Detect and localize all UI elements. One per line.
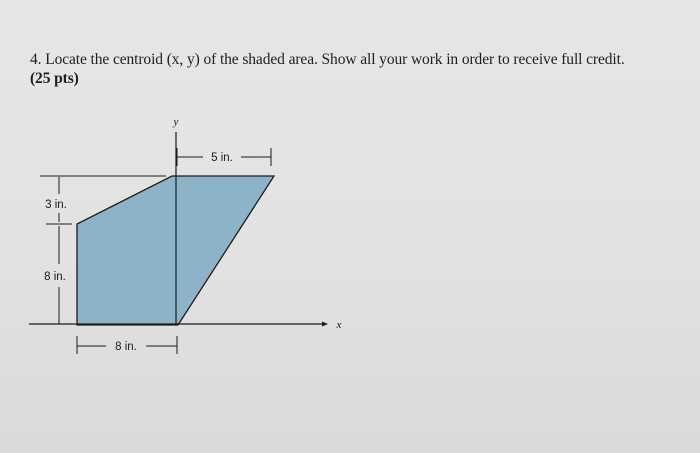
problem-points: (25 pts) xyxy=(30,70,79,87)
x-axis-label: x xyxy=(336,319,342,331)
left-upper-dimension-label: 3 in. xyxy=(45,199,67,211)
problem-question: 4. Locate the centroid (x, y) of the shaded area. Show all your work in order to receive full credit. xyxy=(30,51,625,68)
top-dimension-label: 5 in. xyxy=(211,152,233,164)
left-lower-dimension-label: 8 in. xyxy=(44,271,66,283)
x-axis-arrowhead xyxy=(322,322,328,327)
y-axis-label: y xyxy=(173,116,179,128)
bottom-dimension-label: 8 in. xyxy=(115,341,137,353)
